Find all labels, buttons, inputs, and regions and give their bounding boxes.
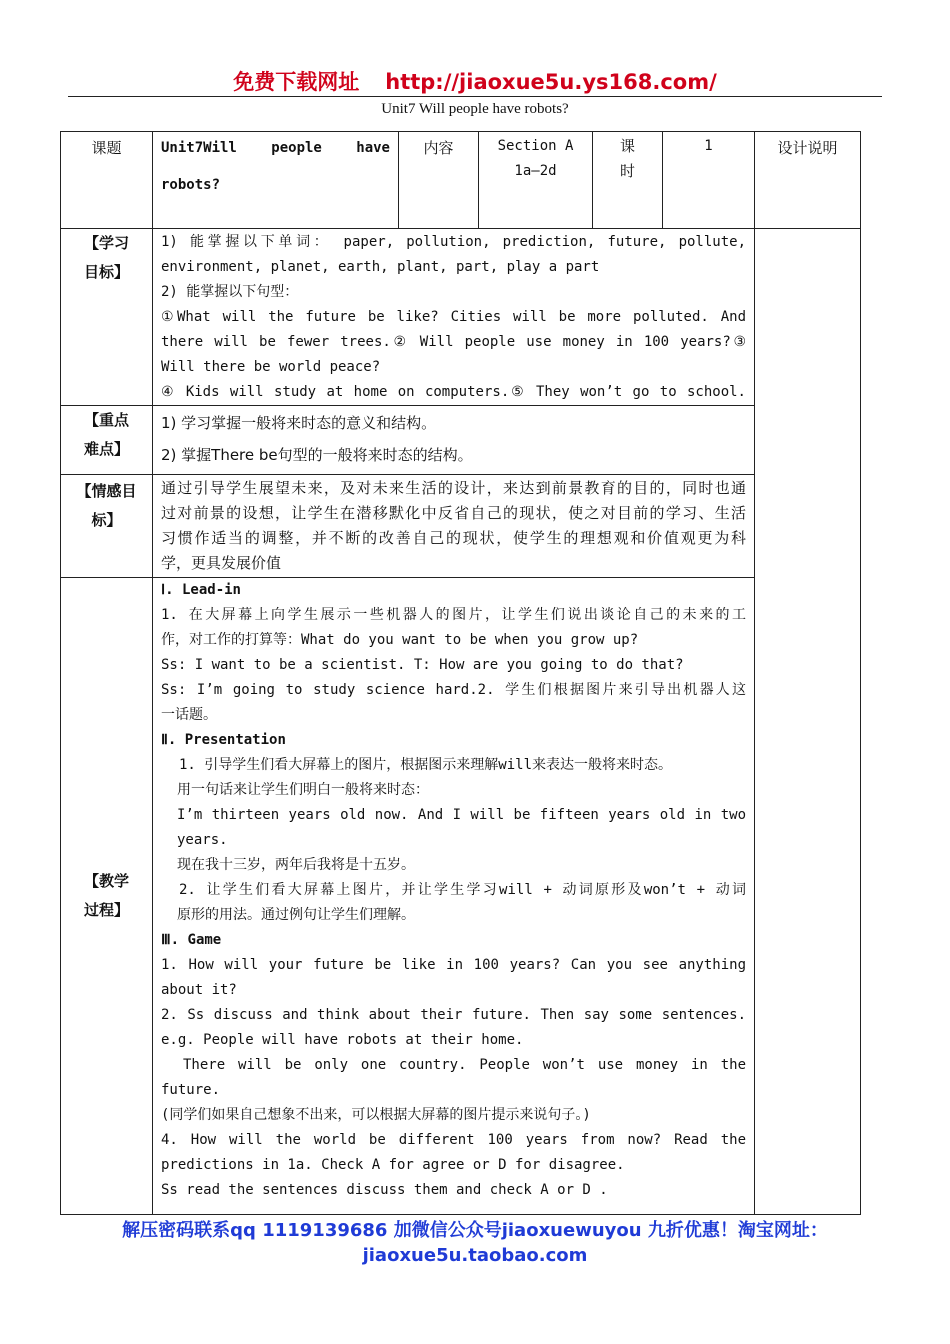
key-points-line: 1) 学习掌握一般将来时态的意义和结构。 [161, 414, 437, 432]
objectives-line: ①What will the future be like? Cities will be more polluted. And [161, 309, 746, 325]
process-line: predictions in 1a. Check A for agree or D for disagree. [161, 1157, 625, 1173]
process-line: 一话题。 [161, 707, 217, 723]
period-value: 1 [704, 138, 713, 154]
header-divider [68, 96, 882, 97]
topic-label: 课题 [91, 139, 122, 157]
section-heading-game: Ⅲ. Game [161, 932, 222, 948]
notes-label-cell [755, 132, 861, 229]
period-label-line2: 时 [619, 162, 635, 180]
content-value-cell [479, 132, 593, 229]
content-value-line2: 1a—2d [514, 163, 557, 179]
document-title: Unit7 Will people have robots? [381, 101, 569, 117]
emotion-content-cell [153, 475, 755, 578]
process-label-line1: 【教学 [83, 872, 129, 890]
process-line: years. [177, 832, 228, 848]
objectives-line: Will there be world peace? [161, 359, 381, 375]
process-line: 原形的用法。通过例句让学生们理解。 [177, 907, 415, 923]
process-line: 作，对工作的打算等：What do you want to be when you grow up? [161, 632, 639, 648]
objectives-content-cell [153, 229, 755, 406]
process-line: 1. How will your future be like in 100 years? Can you see anything [161, 957, 746, 973]
objectives-line: there will be fewer trees.② Will people use money in 100 years?③ [161, 334, 746, 350]
process-label-line2: 过程】 [83, 901, 129, 919]
process-line: Ss read the sentences discuss them and check A or D . [161, 1182, 608, 1198]
lesson-plan-table [60, 131, 861, 1215]
objectives-label-line2: 目标】 [83, 263, 129, 281]
notes-label: 设计说明 [777, 139, 838, 157]
download-banner [0, 66, 950, 96]
emotion-line: 通过引导学生展望未来，及对未来生活的设计，来达到前景教育的目的，同时也通 [161, 479, 746, 497]
objectives-line: 1) 能掌握以下单词： paper, pollution, prediction, future, pollute, [161, 234, 746, 250]
topic-value-line2: robots? [161, 177, 221, 193]
download-url-link[interactable]: http://jiaoxue5u.ys168.com/ [385, 70, 717, 94]
period-label-line1: 课 [619, 137, 635, 155]
process-line: I’m thirteen years old now. And I will be fifteen years old in two [177, 807, 746, 823]
emotion-line: 习惯作适当的调整，并不断的改善自己的现状，使学生的理想观和价值观更为科 [161, 529, 746, 547]
section-heading-lead-in: Ⅰ. Lead-in [161, 582, 241, 598]
process-label-cell [61, 578, 153, 1215]
process-line: e.g. People will have robots at their home. [161, 1032, 524, 1048]
objectives-line: 2) 能掌握以下句型： [161, 284, 299, 300]
key-points-label-line2: 难点】 [83, 440, 129, 458]
period-label-cell [593, 132, 663, 229]
content-value-line1: Section A [497, 138, 574, 154]
objectives-line: environment, planet, earth, plant, part, play a part [161, 259, 600, 275]
process-line: future. [161, 1082, 221, 1098]
process-line: There will be only one country. People won’t use money in the [183, 1057, 746, 1073]
process-line: 1. 在大屏幕上向学生展示一些机器人的图片，让学生们说出谈论自己的未来的工 [161, 607, 746, 623]
process-line: 2. 让学生们看大屏幕上图片，并让学生学习will + 动词原形及won’t + 动词 [179, 882, 746, 898]
key-points-label-cell [61, 406, 153, 475]
process-line: about it? [161, 982, 237, 998]
key-points-line: 2) 掌握There be句型的一般将来时态的结构。 [161, 446, 473, 464]
process-line: Ss: I’m going to study science hard.2. 学生们根据图片来引导出机器人这 [161, 682, 746, 698]
key-points-content-cell [153, 406, 755, 475]
process-line: 用一句话来让学生们明白一般将来时态： [177, 782, 429, 798]
download-label: 免费下载网址 [233, 70, 360, 94]
process-line: Ss: I want to be a scientist. T: How are you going to do that? [161, 657, 684, 673]
process-line: 1. 引导学生们看大屏幕上的图片，根据图示来理解will来表达一般将来时态。 [179, 757, 672, 773]
footer-shop-link[interactable]: jiaoxue5u.taobao.com [362, 1245, 588, 1266]
objectives-label-cell [61, 229, 153, 406]
emotion-line: 学，更具发展价值 [161, 554, 282, 572]
footer-banner [0, 1218, 950, 1268]
process-content-cell [153, 578, 755, 1215]
topic-label-cell [61, 132, 153, 229]
content-label-cell [399, 132, 479, 229]
emotion-row [61, 475, 861, 578]
objectives-label-line1: 【学习 [83, 234, 129, 252]
topic-value-cell [153, 132, 399, 229]
process-line: 4. How will the world be different 100 years from now? Read the [161, 1132, 746, 1148]
period-value-cell [663, 132, 755, 229]
emotion-line: 过对前景的设想，让学生在潜移默化中反省自己的现状，使之对目前的学习、生活 [161, 504, 746, 522]
objectives-line: ④ Kids will study at home on computers.⑤ They won’t go to school. [161, 384, 746, 400]
emotion-label-line1: 【情感目 [76, 482, 137, 500]
key-points-row [61, 406, 861, 475]
objectives-row [61, 229, 861, 406]
process-row [61, 578, 861, 1215]
process-line: (同学们如果自己想象不出来，可以根据大屏幕的图片提示来说句子。) [161, 1107, 591, 1123]
header-row [61, 132, 861, 229]
emotion-label-line2: 标】 [91, 511, 122, 529]
emotion-label-cell [61, 475, 153, 578]
content-label: 内容 [423, 139, 454, 157]
topic-value-line1: Unit7Will people have [161, 140, 390, 156]
process-line: 2. Ss discuss and think about their future. Then say some sentences. [161, 1007, 746, 1023]
section-heading-presentation: Ⅱ. Presentation [161, 732, 286, 748]
footer-line1: 解压密码联系qq 1119139686 加微信公众号jiaoxuewuyou 九折优惠！淘宝网址： [122, 1220, 828, 1241]
process-line: 现在我十三岁，两年后我将是十五岁。 [177, 857, 415, 873]
notes-column-cell [755, 229, 861, 1215]
key-points-label-line1: 【重点 [83, 411, 129, 429]
